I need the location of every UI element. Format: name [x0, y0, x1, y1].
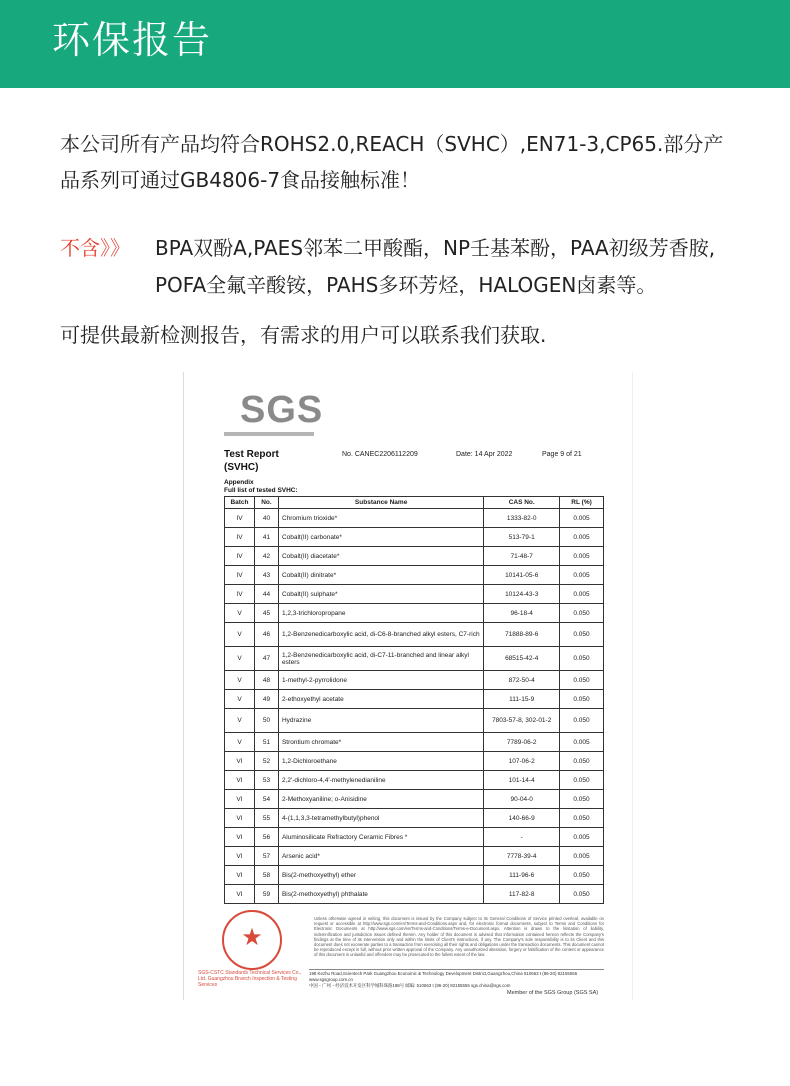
fine-print: Unless otherwise agreed in writing, this document is issued by the Company subject to its General Conditions of Service printed overleaf, available on request or accessible at http://www.sgs.com/en/Terms-and-Conditions.aspx and, for electronic format documents, subject to Terms and Conditions for Electronic Documents at http://www.sgs.com/en/Terms-and-Conditions/Terms-e-Document.aspx. Attention is drawn to the limitation of liability, indemnification and jurisdiction issues defined therein. Any holder of this document is advised that information contained hereon reflects the Company's findings at the time of its intervention only and within the limits of Client's instructions, if any. The Company's sole responsibility is to its Client and this document does not exonerate parties to a transaction from exercising all their rights and obligations under the transaction documents. This document cannot be reproduced except in full, without prior written approval of the Company. Any unauthorized alteration, forgery or falsification of the content or appearance of this document is unlawful and offenders may be prosecuted to the fullest extent of the law.	[314, 916, 604, 958]
cell-substance: 1,2-Benzenedicarboxylic acid, di-C6-8-branched alkyl esters, C7-rich	[278, 623, 483, 647]
cell-no: 44	[254, 585, 278, 604]
cell-substance: Hydrazine	[278, 709, 483, 733]
cell-rl: 0.050	[560, 752, 604, 771]
cell-substance: Cobalt(II) dinitrate*	[278, 566, 483, 585]
cell-cas: 10141-05-6	[484, 566, 560, 585]
cell-batch: V	[225, 671, 255, 690]
cell-cas: -	[484, 828, 560, 847]
cell-batch: VI	[225, 847, 255, 866]
cell-batch: VI	[225, 885, 255, 904]
page-title: 环保报告	[52, 18, 213, 62]
cell-rl: 0.050	[560, 709, 604, 733]
table-row	[225, 790, 604, 809]
table-row	[225, 866, 604, 885]
address-line-2: 中国・广州・经济技术开发区科学城科珠路198号 邮编: 510663 t (86-20) 82155555 sgs.china@sgs.com	[309, 983, 511, 988]
cell-cas: 96-18-4	[484, 604, 560, 623]
cell-rl: 0.005	[560, 566, 604, 585]
cell-batch: IV	[225, 566, 255, 585]
report-date: Date: 14 Apr 2022	[456, 451, 513, 458]
table-body	[225, 509, 604, 904]
cell-cas: 90-04-0	[484, 790, 560, 809]
cell-batch: IV	[225, 547, 255, 566]
cell-rl: 0.050	[560, 623, 604, 647]
table-row	[225, 566, 604, 585]
cell-no: 48	[254, 671, 278, 690]
cell-substance: Strontium chromate*	[278, 733, 483, 752]
cell-no: 58	[254, 866, 278, 885]
cell-substance: 2,2'-dichloro-4,4'-methylenedianiline	[278, 771, 483, 790]
cell-no: 40	[254, 509, 278, 528]
header-banner	[0, 0, 790, 88]
table-row	[225, 828, 604, 847]
cell-batch: V	[225, 623, 255, 647]
cell-rl: 0.005	[560, 733, 604, 752]
cell-cas: 10124-43-3	[484, 585, 560, 604]
cell-cas: 68515-42-4	[484, 647, 560, 671]
cell-batch: IV	[225, 585, 255, 604]
cell-batch: V	[225, 733, 255, 752]
cell-cas: 107-06-2	[484, 752, 560, 771]
address-line-1: 198 Kezhu Road,Scientech Park Guangzhou Economic & Technology Development District,Guangzhou,China 510663 t (86-20) 82155555 www.sgsgroup.com.cn	[309, 971, 578, 982]
cell-no: 45	[254, 604, 278, 623]
cell-rl: 0.005	[560, 828, 604, 847]
cell-rl: 0.005	[560, 847, 604, 866]
svhc-table	[224, 496, 604, 904]
cell-no: 56	[254, 828, 278, 847]
cell-batch: VI	[225, 828, 255, 847]
cell-cas: 140-66-9	[484, 809, 560, 828]
cell-substance: 1,2-Dichloroethane	[278, 752, 483, 771]
cell-rl: 0.050	[560, 604, 604, 623]
cell-rl: 0.050	[560, 885, 604, 904]
member-line: Member of the SGS Group (SGS SA)	[507, 990, 599, 996]
free-of-label: 不含》》	[60, 236, 130, 260]
table-row	[225, 809, 604, 828]
cell-no: 51	[254, 733, 278, 752]
cell-rl: 0.050	[560, 809, 604, 828]
free-of-items	[155, 230, 775, 304]
cell-batch: V	[225, 647, 255, 671]
cell-cas: 872-50-4	[484, 671, 560, 690]
cell-cas: 71-48-7	[484, 547, 560, 566]
cell-no: 43	[254, 566, 278, 585]
table-row	[225, 771, 604, 790]
cell-cas: 111-15-9	[484, 690, 560, 709]
table-row	[225, 709, 604, 733]
cell-batch: IV	[225, 528, 255, 547]
header-no: No.	[254, 497, 278, 509]
sgs-logo: SGS	[240, 389, 324, 431]
table-row	[225, 528, 604, 547]
cell-rl: 0.050	[560, 671, 604, 690]
cell-batch: V	[225, 709, 255, 733]
cell-cas: 117-82-8	[484, 885, 560, 904]
cell-substance: Aluminosilicate Refractory Ceramic Fibres *	[278, 828, 483, 847]
report-title: Test Report	[224, 449, 279, 460]
report-subtitle: (SVHC)	[224, 462, 259, 473]
cell-no: 53	[254, 771, 278, 790]
header-cas: CAS No.	[484, 497, 560, 509]
cell-no: 49	[254, 690, 278, 709]
seal-text: SGS-CSTC Standards Technical Services Co., Ltd. Guangzhou Branch Inspection & Testing Services	[198, 970, 302, 988]
cell-no: 54	[254, 790, 278, 809]
intro-line-1: 本公司所有产品均符合ROHS2.0,REACH（SVHC）,EN71-3,CP65.部分产	[60, 132, 724, 156]
cell-no: 55	[254, 809, 278, 828]
intro-line-2: 品系列可通过GB4806-7食品接触标准！	[60, 168, 421, 192]
appendix-label: Appendix	[224, 479, 254, 486]
cell-substance: 1-methyl-2-pyrrolidone	[278, 671, 483, 690]
cell-batch: V	[225, 604, 255, 623]
list-title: Full list of tested SVHC:	[224, 487, 298, 494]
cell-cas: 513-79-1	[484, 528, 560, 547]
header-batch: Batch	[225, 497, 255, 509]
star-icon: ★	[241, 924, 263, 951]
cell-rl: 0.005	[560, 547, 604, 566]
cell-batch: VI	[225, 771, 255, 790]
cell-rl: 0.050	[560, 771, 604, 790]
cell-rl: 0.050	[560, 790, 604, 809]
report-page: Page 9 of 21	[542, 451, 582, 458]
company-seal	[222, 910, 282, 970]
header-substance: Substance Name	[278, 497, 483, 509]
cell-batch: V	[225, 690, 255, 709]
cell-substance: 1,2-Benzenedicarboxylic acid, di-C7-11-branched and linear alkyl esters	[278, 647, 483, 671]
cell-substance: 2-ethoxyethyl acetate	[278, 690, 483, 709]
cell-batch: VI	[225, 809, 255, 828]
logo-underline	[224, 432, 314, 436]
cell-substance: Cobalt(II) sulphate*	[278, 585, 483, 604]
cell-cas: 101-14-4	[484, 771, 560, 790]
table-row	[225, 585, 604, 604]
test-report-image	[183, 372, 633, 1000]
table-row	[225, 690, 604, 709]
free-of-line-1: BPA双酚A,PAES邻苯二甲酸酯，NP壬基苯酚，PAA初级芳香胺,	[155, 236, 716, 260]
table-row	[225, 509, 604, 528]
cell-cas: 7778-39-4	[484, 847, 560, 866]
cell-batch: VI	[225, 866, 255, 885]
table-row	[225, 752, 604, 771]
cell-substance: 2-Methoxyaniline; o-Anisidine	[278, 790, 483, 809]
table-row	[225, 847, 604, 866]
cell-no: 57	[254, 847, 278, 866]
table-row	[225, 671, 604, 690]
table-row	[225, 885, 604, 904]
address-block	[309, 969, 604, 989]
cell-no: 59	[254, 885, 278, 904]
table-row	[225, 547, 604, 566]
cell-substance: Bis(2-methoxyethyl) ether	[278, 866, 483, 885]
cell-substance: Cobalt(II) diacetate*	[278, 547, 483, 566]
cell-batch: IV	[225, 509, 255, 528]
cell-cas: 7789-06-2	[484, 733, 560, 752]
table-row	[225, 604, 604, 623]
cell-no: 47	[254, 647, 278, 671]
header-rl: RL (%)	[560, 497, 604, 509]
cell-substance: 4-(1,1,3,3-tetramethylbutyl)phenol	[278, 809, 483, 828]
cell-no: 46	[254, 623, 278, 647]
cell-no: 41	[254, 528, 278, 547]
report-number: No. CANEC2206112209	[342, 451, 418, 458]
cell-cas: 71888-89-6	[484, 623, 560, 647]
cell-batch: VI	[225, 790, 255, 809]
cell-no: 52	[254, 752, 278, 771]
cell-no: 42	[254, 547, 278, 566]
cell-rl: 0.005	[560, 528, 604, 547]
cell-no: 50	[254, 709, 278, 733]
cell-rl: 0.050	[560, 690, 604, 709]
free-of-line-2: POFA全氟辛酸铵，PAHS多环芳烃，HALOGEN卤素等。	[155, 273, 657, 297]
table-header-row	[225, 497, 604, 509]
contact-note: 可提供最新检测报告，有需求的用户可以联系我们获取.	[60, 323, 547, 347]
cell-substance: Bis(2-methoxyethyl) phthalate	[278, 885, 483, 904]
cell-rl: 0.050	[560, 647, 604, 671]
cell-rl: 0.005	[560, 509, 604, 528]
cell-cas: 111-96-6	[484, 866, 560, 885]
table-row	[225, 623, 604, 647]
intro-paragraph	[60, 126, 760, 198]
cell-rl: 0.005	[560, 585, 604, 604]
cell-substance: Arsenic acid*	[278, 847, 483, 866]
cell-substance: Chromium trioxide*	[278, 509, 483, 528]
cell-substance: 1,2,3-trichloropropane	[278, 604, 483, 623]
cell-cas: 7803-57-8, 302-01-2	[484, 709, 560, 733]
table-row	[225, 733, 604, 752]
table-row	[225, 647, 604, 671]
cell-substance: Cobalt(II) carbonate*	[278, 528, 483, 547]
cell-cas: 1333-82-0	[484, 509, 560, 528]
cell-rl: 0.050	[560, 866, 604, 885]
cell-batch: VI	[225, 752, 255, 771]
